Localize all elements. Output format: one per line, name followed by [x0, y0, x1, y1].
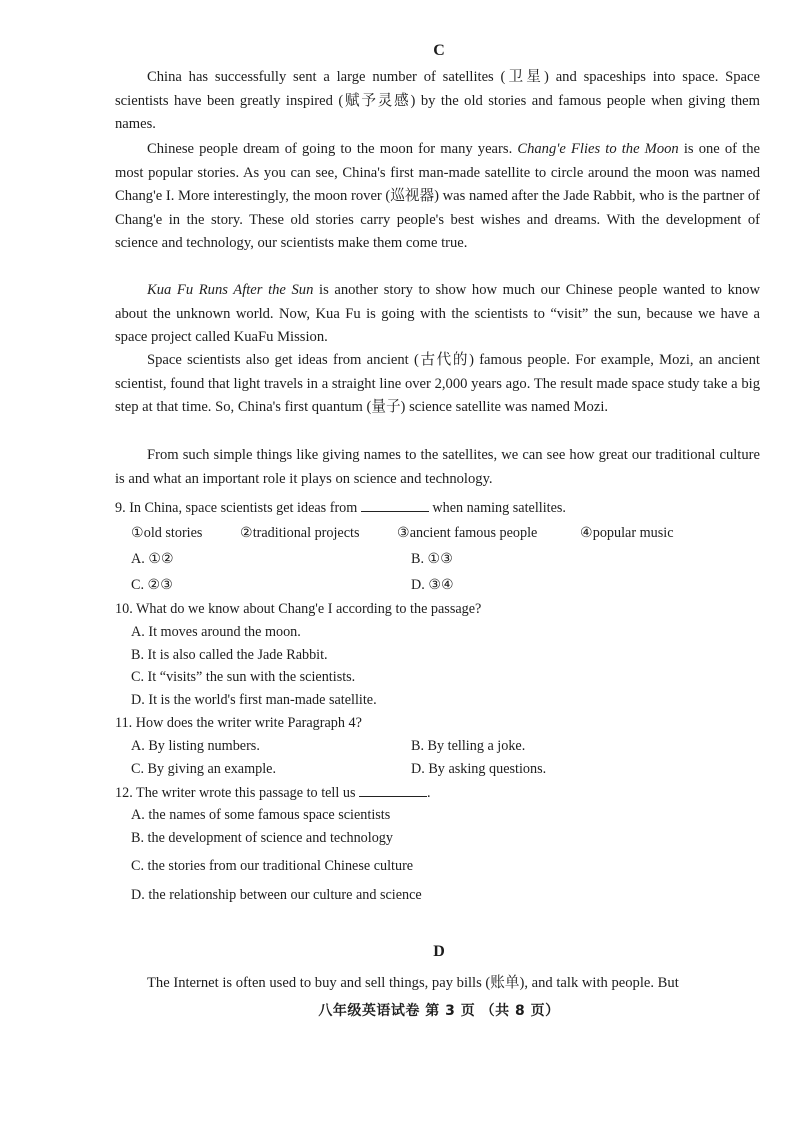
passage-c-paragraph-2: Chinese people dream of going to the moon for many years. Chang'e Flies to the Moon is one of the most popular stories. As you can see, China's first man-made satellite to circle around the moon was named Chang'e I. More interestingly, the moon rover (巡视器) was named after the Jade Rabbit, who is the partner of Chang'e in the story. These old stories carry people's best wishes and dreams. With the development of science and technology, our scientists make them come true. — [115, 141, 760, 252]
question-9-stem: 9. In China, space scientists get ideas from when naming satellites. — [115, 497, 566, 518]
q9-option-a: A. ①② — [131, 551, 174, 567]
passage-d-paragraph-1: The Internet is often used to buy and sell things, pay bills (账单), and talk with people. But — [147, 975, 679, 991]
q12-option-a: A. the names of some famous space scientists — [131, 807, 391, 823]
q9-option-c: C. ②③ — [131, 577, 173, 593]
answer-blank — [361, 497, 429, 512]
q12-option-b: B. the development of science and technology — [131, 830, 393, 846]
passage-c-paragraph-5: From such simple things like giving names to the satellites, we can see how great our traditional culture is and what an important role it plays on science and technology. — [115, 447, 760, 487]
q9-item-4: ④popular music — [580, 525, 674, 541]
q11-option-a: A. By listing numbers. — [131, 738, 260, 754]
question-12-stem: 12. The writer wrote this passage to tell us . — [115, 782, 431, 803]
question-11-stem: 11. How does the writer write Paragraph 4? — [115, 715, 362, 731]
q9-option-d: D. ③④ — [411, 577, 454, 593]
page-footer: 八年级英语试卷 第 3 页 （共 8 页） — [318, 1003, 560, 1019]
q9-item-2: ②traditional projects — [240, 525, 360, 541]
section-d-heading: D — [433, 943, 445, 960]
q9-option-b: B. ①③ — [411, 551, 453, 567]
story-title-change: Chang'e Flies to the Moon — [517, 141, 679, 157]
passage-c-paragraph-4: Space scientists also get ideas from ancient (古代的) famous people. For example, Mozi, an ancient scientist, found that light travels in a straight line over 2,000 years ago. The result made space study take a big step at that time. So, China's first quantum (量子) science satellite was named Mozi. — [115, 352, 760, 416]
q10-option-c: C. It “visits” the sun with the scientists. — [131, 669, 356, 685]
q9-item-1: ①old stories — [131, 525, 203, 541]
passage-c-paragraph-3: Kua Fu Runs After the Sun is another story to show how much our Chinese people wanted to know about the unknown world. Now, Kua Fu is going with the scientists to “visit” the sun, because we have a space project called KuaFu Mission. — [115, 282, 760, 346]
q11-option-d: D. By asking questions. — [411, 761, 547, 777]
answer-blank — [359, 782, 427, 797]
q10-option-a: A. It moves around the moon. — [131, 624, 301, 640]
q12-option-d: D. the relationship between our culture and science — [131, 887, 422, 903]
q10-option-d: D. It is the world's first man-made satellite. — [131, 692, 377, 708]
q11-option-b: B. By telling a joke. — [411, 738, 526, 754]
q11-option-c: C. By giving an example. — [131, 761, 277, 777]
q12-option-c: C. the stories from our traditional Chinese culture — [131, 858, 414, 874]
q9-item-3: ③ancient famous people — [397, 525, 538, 541]
section-c-heading: C — [433, 42, 445, 59]
story-title-kuafu: Kua Fu Runs After the Sun — [147, 282, 314, 298]
passage-c-paragraph-1: China has successfully sent a large number of satellites (卫星) and spaceships into space. Space scientists have been greatly inspired (赋予灵感) by the old stories and famous people when giving them names. — [115, 69, 760, 133]
question-10-stem: 10. What do we know about Chang'e I according to the passage? — [115, 601, 482, 617]
q10-option-b: B. It is also called the Jade Rabbit. — [131, 647, 328, 663]
